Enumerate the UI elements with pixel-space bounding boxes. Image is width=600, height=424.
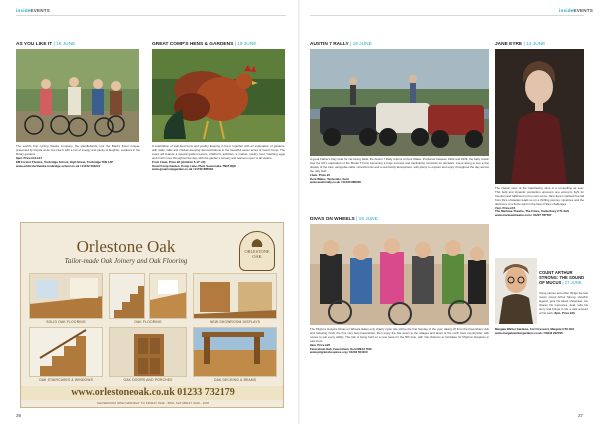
article-body: The world's first cycling theatre company, the Handlebards, tour the Bard's finest tongue, presented by bicycle at As You Like It with a mix of energy and plenty of laughter, outdoors in the library gardens. 6pm. Price £12-£17 EM Forster Theatre, Tonbridge School, High Street, Tonbridge TN9 1JP www.emforstertheatre.tonbridge-school.co.uk / 01732 304241	[16, 145, 140, 168]
section-prefix: inside	[16, 8, 31, 13]
article-link[interactable]: www.pilgrimshospices.org / 01233 504100	[310, 350, 368, 355]
cyclists-photo	[16, 49, 139, 142]
advert-caption: OAK DECKING & BEAMS	[213, 378, 257, 382]
article-title: JANE EYRE | 14 JUNE	[495, 42, 546, 47]
section-prefix: inside	[559, 8, 574, 13]
advert-website[interactable]: www.orlestoneoak.co.uk 01233 732179	[21, 386, 284, 400]
article-title: DIVAS ON WHEELS | 18 JUNE	[310, 217, 378, 222]
orlestone-oak-advert[interactable]	[20, 222, 284, 408]
article-title: COUNT ARTHUR STRONG: THE SOUND OF MUCUS | 27 JUNE	[539, 270, 585, 286]
advert-title: Orlestone Oak	[76, 237, 176, 256]
advert-image-showroom	[193, 273, 277, 319]
article-body: The classic story of the trail-blazing Jane is a compelling as ever. This bold and dynamic production uncovers one woman's fight for freedom and fulfilment on her own terms. Jane Eyre's spirited free fall from life's obstacles leads us on a thrilling journey, injustices and the discovery of a fierce spirit in the face of life's challenges. 7pm. Price £15 The Marlowe Theatre, The Friars, Canterbury CT1 2AS www.marlowetheatre.com / 01227 787787	[495, 187, 584, 218]
article-body: A celebration of well-bred hens and poultry keeping in Kent, together with an exploration of gardens, with stalls, talks and chicken-keeping demonstrations in the beautiful seven acres of Great Comp. The event will feature a special garden lecture, children's activities, a market, poultry food, hatching eggs and much more throughout the day, with the garden's nursery and tearoom open to all visitors. From 11am. Price £8 (children 5-17: £3) Great Comp Garden, Comp Lane, Platt, Sevenoaks TN15 8QS www.greatcompgarden.co.uk / 01732 885094	[152, 145, 285, 172]
advert-image-staircase	[29, 327, 103, 377]
article-details: Margate Winter Gardens, Fort Crescent, Margate CT9 1HX www.margatewintergardens.co.uk / 01843 292795	[495, 328, 575, 335]
vintage-cars-photo	[310, 49, 489, 156]
article-body: A great Father's Day treat for car-loving dads, the Austin 7 Rally returns to Kent Wales. Produced between 1922 and 1939, the baby Austin was the UK's equivalent of the Model T Ford, becoming a huge success and captivating motorists for decades. Come along to see a fine display of the cars, alongside stalls, refreshments and a real family atmosphere, with plenty to explore and enjoy throughout the day across the rally field. 11am. Price £5 Kent Wales, Tenterden, Kent www.austinrally.co.uk / 01233 880000	[310, 158, 489, 185]
hens-garden-photo	[152, 49, 285, 142]
section-header	[559, 8, 593, 13]
article-title: AS YOU LIKE IT | 18 JUNE	[16, 42, 76, 47]
advert-footer: SHOWROOM OPEN MONDAY TO FRIDAY 8AM - 5PM, SATURDAY 9AM - 1PM	[96, 401, 210, 405]
section-header	[16, 8, 50, 13]
advert-image-floor	[29, 273, 103, 319]
section-name: EVENTS	[573, 8, 594, 13]
article-link[interactable]: www.margatewintergardens.co.uk / 01843 292795	[495, 330, 563, 335]
header-rule	[16, 15, 286, 16]
article-link[interactable]: www.marlowetheatre.com / 01227 787787	[495, 213, 552, 218]
oak-leaf-icon	[249, 238, 265, 248]
jane-eyre-photo	[495, 49, 584, 184]
count-arthur-photo	[495, 258, 537, 324]
advert-image-oak-flooring	[149, 273, 187, 319]
advert-caption: OAK FLOORING	[134, 320, 162, 324]
divas-cyclists-photo	[310, 224, 489, 325]
advert-logo: ORLESTONE OAK	[239, 231, 275, 271]
advert-image-stairs	[109, 273, 145, 319]
advert-image-decking	[193, 327, 277, 377]
advert-caption: SOLID OAK FLOORING	[46, 320, 86, 324]
page-number: 26	[16, 413, 22, 418]
article-body: The Pilgrims Hospice Divas on Wheels ladies-only charity cycle ride will be the first Sunday of the year, taking off from the Faversham Hub and following Craft; the firm very best Faversham, then enjoy the ride down to the villages and lanes of the north Kent countryside, with routes to suit every ability. The ride is being held on a new route for the fifth time, with ride chances to fundraise for Pilgrims Hospices in east Kent. 9am. Price £25 Faversham Hub, Faversham, Kent ME13 7DB www.pilgrimshospices.org / 01233 504100	[310, 328, 489, 355]
section-name: EVENTS	[30, 8, 51, 13]
advert-caption: OAK STAIRCASES & WINDOWS	[38, 378, 93, 382]
page-number: 27	[578, 413, 584, 418]
header-rule	[310, 15, 584, 16]
advert-image-doors	[109, 327, 187, 377]
advert-caption: NEW SHOWROOM DISPLAYS	[209, 320, 261, 324]
right-page	[300, 0, 600, 424]
article-link[interactable]: www.austinrally.co.uk / 01233 880000	[310, 180, 361, 185]
advert-caption: OAK DOORS AND PORCHES	[123, 378, 173, 382]
article-title: AUSTIN 7 RALLY | 19 JUNE	[310, 42, 372, 47]
article-link[interactable]: www.greatcompgarden.co.uk / 01732 885094	[152, 167, 214, 172]
article-body: Using stories and other things the last resort, Count Arthur Strong, showbiz legend, gets his latest showcase. He shares his memories, deal, tells his story and brings to life a vast amount of his work. 8pm. Price £20	[539, 292, 588, 315]
article-title: GREAT COMP'S HENS & GARDENS | 18 JUNE	[152, 42, 257, 47]
advert-subtitle: Tailor-made Oak Joinery and Oak Flooring	[64, 257, 188, 265]
article-link[interactable]: www.emforstertheatre.tonbridge-school.co.uk / 01732 304241	[16, 163, 101, 168]
